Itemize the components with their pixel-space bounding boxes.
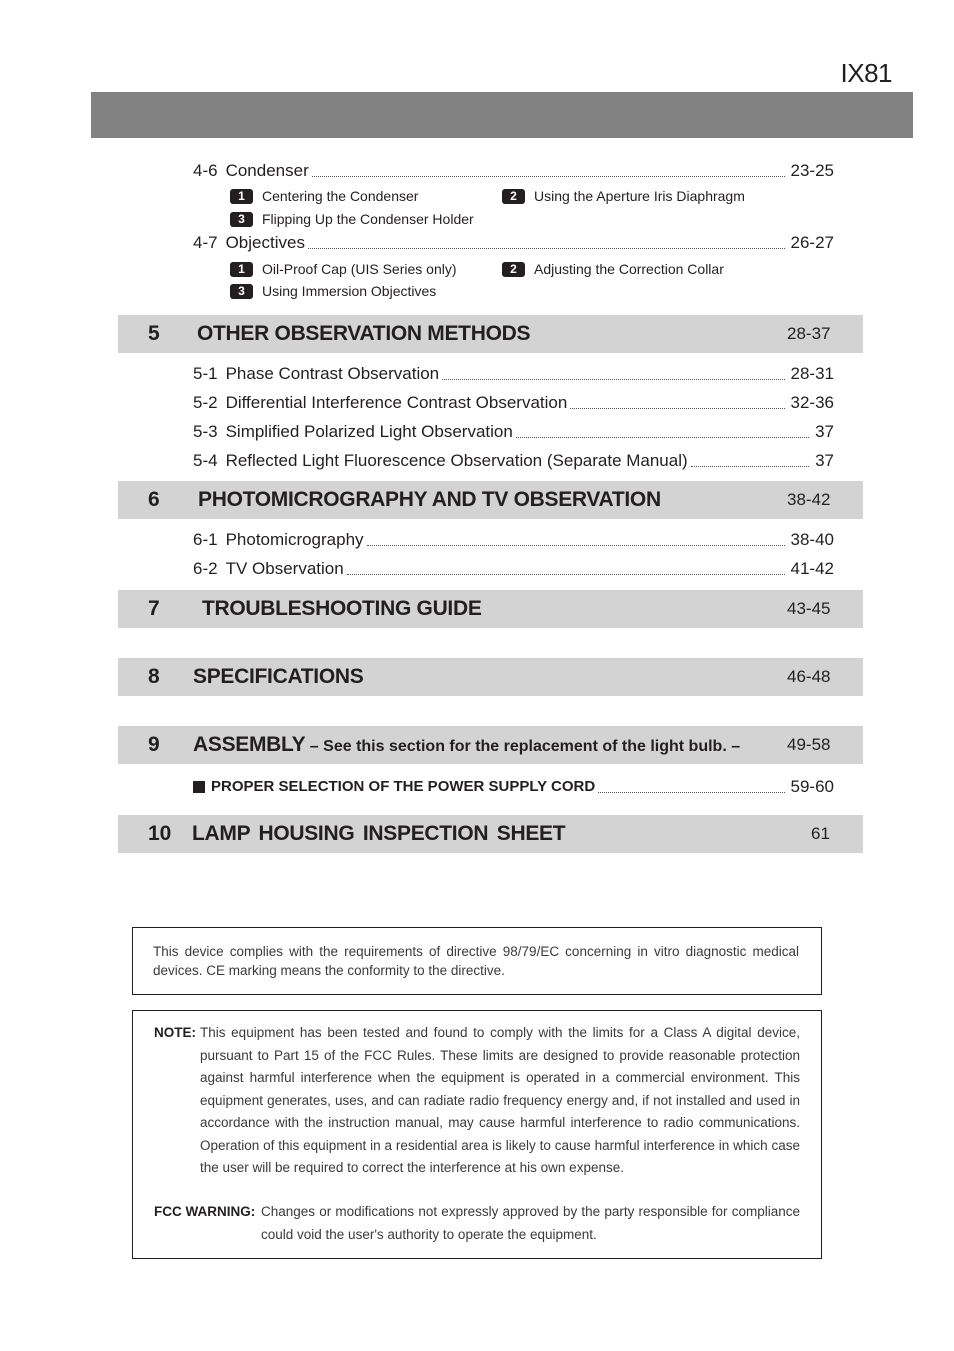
toc-entry-6-2[interactable] bbox=[193, 558, 834, 580]
section-pages: 49-58 bbox=[787, 735, 831, 754]
section-pages: 38-42 bbox=[787, 490, 831, 509]
power-cord-title: PROPER SELECTION OF THE POWER SUPPLY CORD bbox=[211, 778, 596, 795]
toc-sub-label: Using Immersion Objectives bbox=[262, 283, 437, 299]
number-badge: 2 bbox=[502, 262, 525, 277]
toc-entry-title: Photomicrography bbox=[225, 530, 364, 549]
toc-entry-pages: 41-42 bbox=[790, 559, 834, 578]
toc-sub-label: Using the Aperture Iris Diaphragm bbox=[534, 188, 745, 204]
ce-notice-box bbox=[132, 927, 822, 995]
section-title: TROUBLESHOOTING GUIDE bbox=[202, 597, 482, 620]
fcc-warning-text: Changes or modifications not expressly approved by the party responsible for compliance could void the user's authority to operate the equipment. bbox=[261, 1204, 800, 1242]
toc-entry-number: 6-2 bbox=[193, 559, 218, 578]
section-pages: 46-48 bbox=[787, 667, 831, 686]
toc-entry-title: Reflected Light Fluorescence Observation (Separate Manual) bbox=[225, 451, 688, 470]
toc-sub-4-6-1[interactable] bbox=[230, 187, 418, 205]
toc-sub-label: Centering the Condenser bbox=[262, 188, 419, 204]
dot-leader bbox=[570, 408, 784, 409]
ce-notice-text: This device complies with the requirements of directive 98/79/EC concerning in vitro diagnostic medical devices. CE marking means the conformity to the directive. bbox=[153, 944, 799, 978]
section-pages: 43-45 bbox=[787, 599, 831, 618]
section-title-text: ASSEMBLY bbox=[193, 733, 306, 756]
section-9-header[interactable] bbox=[118, 726, 863, 764]
toc-entry-5-2[interactable] bbox=[193, 392, 834, 414]
toc-sub-label: Oil-Proof Cap (UIS Series only) bbox=[262, 261, 457, 277]
toc-entry-title: Differential Interference Contrast Observation bbox=[225, 393, 568, 412]
section-7-header[interactable] bbox=[118, 590, 863, 628]
note-text: This equipment has been tested and found to comply with the limits for a Class A digital device, pursuant to Part 15 of the FCC Rules. These limits are designed to provide reasonable protection against harmful interference when the equipment is operated in a commercial environment. This equipment generates, uses, and can radiate radio frequency energy and, if not installed and used in accordance with the instruction manual, may cause harmful interference to radio communications. Operation of this equipment in a residential area is likely to cause harmful interference in which case the user will be required to correct the interference at his own expense. bbox=[200, 1025, 800, 1175]
dot-leader bbox=[312, 176, 785, 177]
section-pages: 61 bbox=[811, 824, 830, 843]
fcc-warning-label: FCC WARNING: bbox=[154, 1204, 256, 1219]
toc-sub-4-6-2[interactable] bbox=[502, 187, 745, 205]
toc-sub-label: Adjusting the Correction Collar bbox=[534, 261, 724, 277]
dot-leader bbox=[308, 248, 785, 249]
toc-entry-pages: 38-40 bbox=[790, 530, 834, 549]
toc-entry-pages: 32-36 bbox=[790, 393, 834, 412]
toc-entry-4-7[interactable] bbox=[193, 232, 834, 254]
model-name: IX81 bbox=[840, 58, 892, 88]
section-number: 5 bbox=[148, 322, 160, 345]
toc-entry-5-3[interactable] bbox=[193, 421, 834, 443]
section-number: 8 bbox=[148, 665, 160, 688]
toc-entry-5-4[interactable] bbox=[193, 450, 834, 472]
number-badge: 1 bbox=[230, 189, 253, 204]
toc-entry-title: Simplified Polarized Light Observation bbox=[225, 422, 513, 441]
toc-entry-title: Objectives bbox=[225, 233, 305, 252]
header-bar bbox=[91, 92, 913, 138]
section-6-header[interactable] bbox=[118, 481, 863, 519]
toc-entry-title bbox=[193, 776, 595, 798]
number-badge: 3 bbox=[230, 212, 253, 227]
toc-entry-4-6[interactable] bbox=[193, 160, 834, 182]
fcc-notice-box bbox=[132, 1010, 822, 1259]
toc-sub-label: Flipping Up the Condenser Holder bbox=[262, 211, 474, 227]
toc-sub-4-7-2[interactable] bbox=[502, 260, 724, 278]
dot-leader bbox=[691, 466, 809, 467]
number-badge: 3 bbox=[230, 284, 253, 299]
section-title-note: – See this section for the replacement of the light bulb. – bbox=[305, 738, 741, 755]
toc-entry-number: 6-1 bbox=[193, 530, 218, 549]
number-badge: 2 bbox=[502, 189, 525, 204]
dot-leader bbox=[347, 574, 785, 575]
section-number: 10 bbox=[148, 822, 172, 845]
square-bullet-icon bbox=[193, 781, 205, 793]
section-5-header[interactable] bbox=[118, 315, 863, 353]
toc-entry-pages: 28-31 bbox=[790, 364, 834, 383]
section-8-header[interactable] bbox=[118, 658, 863, 696]
section-10-header[interactable] bbox=[118, 815, 863, 853]
toc-entry-number: 5-1 bbox=[193, 364, 218, 383]
toc-entry-6-1[interactable] bbox=[193, 529, 834, 551]
section-number: 9 bbox=[148, 733, 160, 756]
section-pages: 28-37 bbox=[787, 324, 831, 343]
toc-entry-pages: 59-60 bbox=[790, 777, 834, 796]
section-title bbox=[193, 726, 740, 766]
toc-sub-4-7-1[interactable] bbox=[230, 260, 457, 278]
toc-entry-title: Phase Contrast Observation bbox=[225, 364, 440, 383]
note-label: NOTE: bbox=[154, 1025, 196, 1040]
toc-entry-pages: 37 bbox=[815, 422, 834, 441]
toc-entry-pages: 23-25 bbox=[790, 161, 834, 180]
toc-entry-pages: 37 bbox=[815, 451, 834, 470]
toc-entry-title: TV Observation bbox=[225, 559, 344, 578]
toc-entry-5-1[interactable] bbox=[193, 363, 834, 385]
section-title: SPECIFICATIONS bbox=[193, 665, 364, 688]
number-badge: 1 bbox=[230, 262, 253, 277]
toc-sub-4-6-3[interactable] bbox=[230, 210, 474, 228]
dot-leader bbox=[442, 379, 784, 380]
section-title: LAMP HOUSING INSPECTION SHEET bbox=[192, 822, 566, 845]
toc-sub-4-7-3[interactable] bbox=[230, 282, 436, 300]
section-title: PHOTOMICROGRAPHY AND TV OBSERVATION bbox=[198, 488, 661, 511]
toc-entry-number: 5-2 bbox=[193, 393, 218, 412]
toc-entry-number: 4-7 bbox=[193, 233, 218, 252]
section-number: 6 bbox=[148, 488, 160, 511]
dot-leader bbox=[516, 437, 809, 438]
dot-leader bbox=[598, 792, 784, 793]
section-number: 7 bbox=[148, 597, 160, 620]
toc-entry-number: 5-4 bbox=[193, 451, 218, 470]
toc-entry-number: 5-3 bbox=[193, 422, 218, 441]
toc-entry-pages: 26-27 bbox=[790, 233, 834, 252]
dot-leader bbox=[367, 545, 785, 546]
section-title: OTHER OBSERVATION METHODS bbox=[197, 322, 531, 345]
toc-entry-power-cord[interactable] bbox=[193, 776, 834, 798]
toc-entry-title: Condenser bbox=[225, 161, 309, 180]
toc-entry-number: 4-6 bbox=[193, 161, 218, 180]
